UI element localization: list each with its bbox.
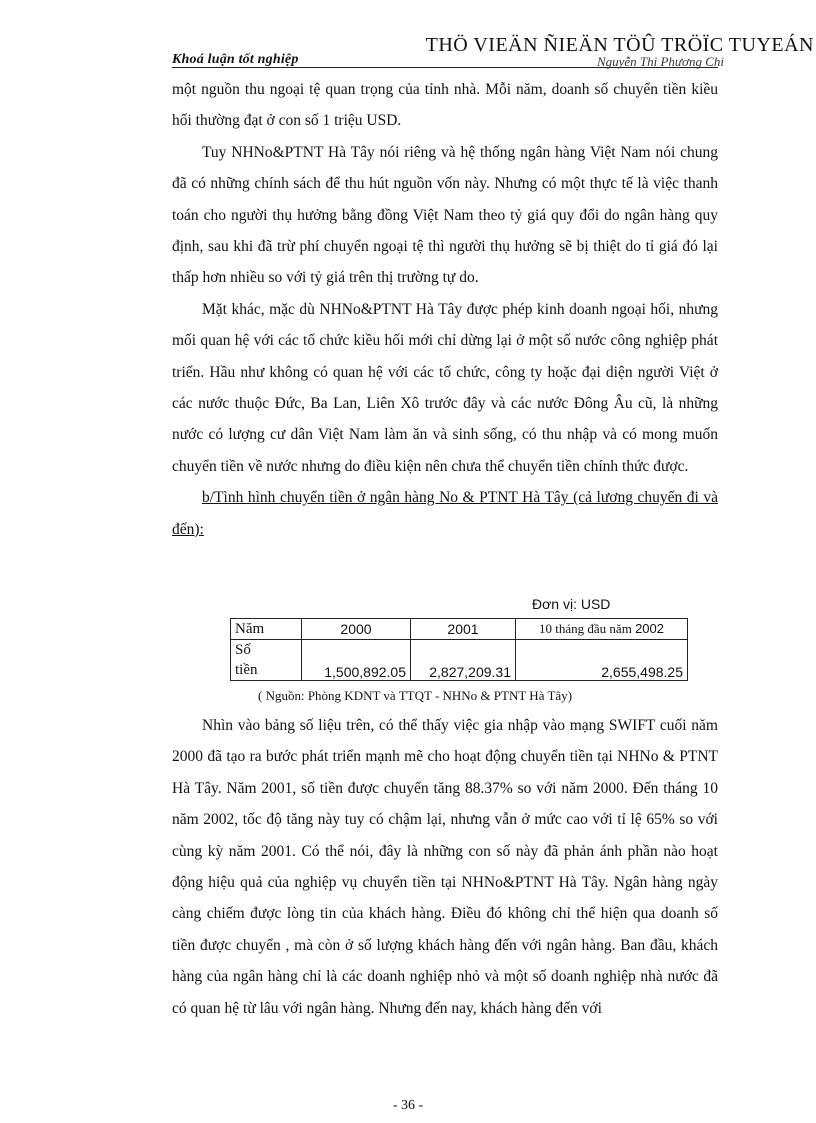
col-header-2002 bbox=[516, 619, 688, 640]
header-divider bbox=[172, 67, 718, 68]
body-text-bottom bbox=[172, 710, 718, 1024]
remittance-table bbox=[230, 618, 688, 681]
amount-2002: 2,655,498.25 bbox=[516, 640, 688, 681]
paragraph-2: Tuy NHNo&PTNT Hà Tây nói riêng và hệ thống ngân hàng Việt Nam nói chung đã có những chính sách để thu hút nguồn vốn này. Nhưng có một thực tế là việc thanh toán cho người thụ hưởng bằng đồng Việt Nam theo tỷ giá quy đổi do ngân hàng quy định, sau khi đã trừ phí chuyển ngoại tệ thì người thụ hưởng sẽ bị thiệt do tỉ giá đó lại thấp hơn nhiều so với tỷ giá trên thị trường tự do. bbox=[172, 143, 718, 287]
table-unit-label: Đơn vị: USD bbox=[532, 596, 611, 612]
table-source-note: ( Nguồn: Phòng KDNT và TTQT - NHNo & PTNT Hà Tây) bbox=[258, 688, 573, 703]
body-text-top bbox=[172, 74, 718, 545]
section-heading: b/Tình hình chuyển tiền ở ngân hàng No & PTNT Hà Tây (cả lương chuyển đi và đến): bbox=[172, 489, 718, 538]
row-header-amount-line2: tiền bbox=[235, 662, 258, 678]
col-header-2002-prefix: 10 tháng đầu năm bbox=[539, 621, 636, 636]
paragraph-4: Nhìn vào bảng số liệu trên, có thể thấy việc gia nhập vào mạng SWIFT cuối năm 2000 đã tạo ra bước phát triển mạnh mẽ cho hoạt động chuyển tiền tại NHNo & PTNT Hà Tây. Năm 2001, số tiền được chuyển tăng 88.37% so với năm 2000. Đến tháng 10 năm 2002, tốc độ tăng này tuy có chậm lại, nhưng vẫn ở mức cao với tỉ lệ 65% so với cùng kỳ năm 2001. Có thể nói, đây là những con số này đã phản ánh phần nào hoạt động hiệu quả của nghiệp vụ chuyển tiền tại NHNo&PTNT Hà Tây. Ngân hàng ngày càng chiếm được lòng tin của khách hàng. Điều đó không chỉ thể hiện qua doanh số tiền được chuyển , mà còn ở số lượng khách hàng đến với ngân hàng. Ban đầu, khách hàng của ngân hàng chỉ là các doanh nghiệp nhỏ và một số doanh nghiệp nhà nước đã có quan hệ từ lâu với ngân hàng. Nhưng đến nay, khách hàng đến với bbox=[172, 717, 718, 1017]
paragraph-3: Mặt khác, mặc dù NHNo&PTNT Hà Tây được phép kinh doanh ngoại hối, nhưng mối quan hệ với các tổ chức kiều hối mới chỉ dừng lại ở một số nước công nghiệp phát triển. Hầu như không có quan hệ với các tổ chức, công ty hoặc đại diện người Việt ở các nước thuộc Đức, Ba Lan, Liên Xô trước đây và các nước Đông Âu cũ, là những nước có lượng cư dân Việt Nam làm ăn và sinh sống, có thu nhập và có mong muốn chuyển tiền về nước nhưng do điều kiện nên chưa thể chuyển tiền chính thức được. bbox=[172, 300, 718, 475]
table-header-row bbox=[231, 619, 688, 640]
header-thesis-title: Khoá luận tốt nghiệp bbox=[172, 52, 299, 67]
col-header-2001: 2001 bbox=[411, 619, 516, 640]
header-author: Nguyễn Thị Phương Chi bbox=[596, 54, 724, 69]
header-library-title: THÖ VIEÄN ÑIEÄN TÖÛ TRÖÏC TUYEÁN bbox=[425, 34, 814, 56]
row-header-year: Năm bbox=[231, 619, 302, 640]
row-header-amount-line1: Số bbox=[235, 642, 251, 658]
table-amount-row bbox=[231, 640, 688, 681]
row-header-amount bbox=[231, 640, 302, 681]
col-header-2002-year: 2002 bbox=[635, 621, 664, 636]
col-header-2000: 2000 bbox=[302, 619, 411, 640]
paragraph-1: một nguồn thu ngoại tệ quan trọng của tỉnh nhà. Mỗi năm, doanh số chuyển tiền kiều hối thường đạt ở con số 1 triệu USD. bbox=[172, 81, 718, 130]
amount-2001: 2,827,209.31 bbox=[411, 640, 516, 681]
page-number: - 36 - bbox=[392, 1098, 424, 1113]
amount-2000: 1,500,892.05 bbox=[302, 640, 411, 681]
